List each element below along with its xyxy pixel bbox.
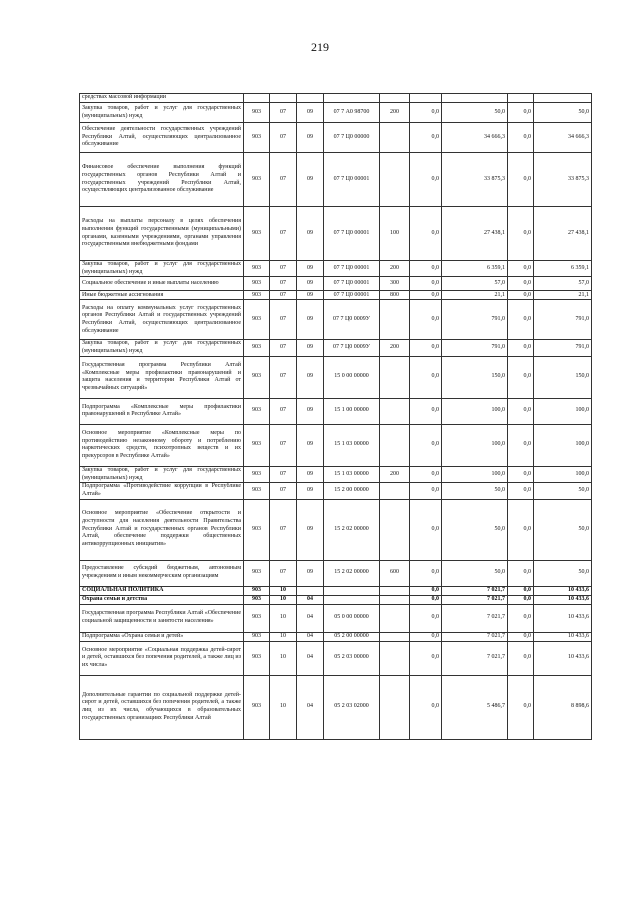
value-amount-1: 7 021,7 (442, 632, 508, 641)
section-code: 07 (270, 499, 297, 560)
value-amount-1: 50,0 (442, 560, 508, 586)
ministry-code: 903 (244, 604, 270, 632)
section-code (270, 94, 297, 103)
value-change-2: 0,0 (508, 207, 534, 261)
budget-table (79, 93, 592, 740)
ministry-code: 903 (244, 586, 270, 595)
value-amount-1: 6 359,1 (442, 261, 508, 277)
subsection-code: 09 (297, 499, 324, 560)
subsection-code: 09 (297, 207, 324, 261)
value-amount-2: 50,0 (534, 103, 592, 123)
value-change-1: 0,0 (410, 103, 442, 123)
expense-type (380, 424, 410, 466)
value-amount-2: 100,0 (534, 398, 592, 424)
value-amount-1: 57,0 (442, 277, 508, 291)
expense-type (380, 586, 410, 595)
value-change-2: 0,0 (508, 595, 534, 604)
expense-type (380, 632, 410, 641)
value-change-2: 0,0 (508, 123, 534, 153)
value-amount-2 (534, 94, 592, 103)
table-row (80, 398, 592, 424)
value-amount-1: 100,0 (442, 466, 508, 482)
value-change-2: 0,0 (508, 261, 534, 277)
value-amount-1: 50,0 (442, 483, 508, 499)
section-code: 07 (270, 424, 297, 466)
row-name: Подпрограмма «Охрана семьи и детей» (80, 632, 244, 641)
section-code: 10 (270, 586, 297, 595)
value-change-1: 0,0 (410, 207, 442, 261)
expense-type: 200 (380, 261, 410, 277)
value-amount-2: 10 433,6 (534, 632, 592, 641)
value-amount-1: 34 666,3 (442, 123, 508, 153)
target-article: 05 2 00 00000 (324, 632, 380, 641)
value-amount-1 (442, 94, 508, 103)
value-amount-1: 50,0 (442, 103, 508, 123)
value-amount-2: 50,0 (534, 560, 592, 586)
ministry-code: 903 (244, 153, 270, 207)
target-article: 15 2 02 00000 (324, 560, 380, 586)
subsection-code: 09 (297, 277, 324, 291)
target-article: 05 2 03 02000 (324, 675, 380, 739)
ministry-code (244, 94, 270, 103)
table-row (80, 466, 592, 482)
value-amount-1: 150,0 (442, 356, 508, 398)
target-article: 07 7 Ц0 00001 (324, 261, 380, 277)
expense-type: 800 (380, 291, 410, 300)
expense-type: 300 (380, 277, 410, 291)
table-row (80, 632, 592, 641)
row-name: СОЦИАЛЬНАЯ ПОЛИТИКА (80, 586, 244, 595)
value-change-1: 0,0 (410, 356, 442, 398)
subsection-code: 09 (297, 261, 324, 277)
table-row (80, 94, 592, 103)
ministry-code: 903 (244, 300, 270, 340)
ministry-code: 903 (244, 123, 270, 153)
section-code: 07 (270, 123, 297, 153)
value-change-1: 0,0 (410, 277, 442, 291)
value-amount-2: 10 433,6 (534, 586, 592, 595)
table-row (80, 153, 592, 207)
value-amount-2: 34 666,3 (534, 123, 592, 153)
subsection-code: 09 (297, 356, 324, 398)
section-code: 07 (270, 356, 297, 398)
row-name: Государственная программа Республики Алтай «Комплексные меры профилактики правонарушений и защита населения и территории Республики Алтай от чрезвычайных ситуаций» (80, 356, 244, 398)
ministry-code: 903 (244, 261, 270, 277)
section-code: 10 (270, 595, 297, 604)
value-change-2 (508, 94, 534, 103)
ministry-code: 903 (244, 675, 270, 739)
value-amount-1: 100,0 (442, 398, 508, 424)
ministry-code: 903 (244, 466, 270, 482)
value-amount-1: 50,0 (442, 499, 508, 560)
value-change-2: 0,0 (508, 424, 534, 466)
target-article: 07 7 А0 98700 (324, 103, 380, 123)
subsection-code: 09 (297, 483, 324, 499)
subsection-code: 04 (297, 675, 324, 739)
value-amount-1: 33 875,3 (442, 153, 508, 207)
ministry-code: 903 (244, 398, 270, 424)
table-row (80, 123, 592, 153)
ministry-code: 903 (244, 424, 270, 466)
ministry-code: 903 (244, 595, 270, 604)
expense-type (380, 153, 410, 207)
table-row (80, 595, 592, 604)
ministry-code: 903 (244, 356, 270, 398)
subsection-code: 09 (297, 291, 324, 300)
page-number: 219 (311, 40, 329, 54)
value-amount-1: 7 021,7 (442, 604, 508, 632)
subsection-code: 04 (297, 641, 324, 675)
value-amount-2: 50,0 (534, 499, 592, 560)
value-change-1: 0,0 (410, 466, 442, 482)
expense-type (380, 356, 410, 398)
subsection-code: 09 (297, 466, 324, 482)
value-change-2: 0,0 (508, 499, 534, 560)
row-name: Основное мероприятие «Социальная поддержка детей-сирот и детей, оставшихся без попечения родителей, а также лиц из их числа» (80, 641, 244, 675)
row-name: Расходы на оплату коммунальных услуг государственных органов Республики Алтай и государственных учреждений Республики Алтай, осуществляющих централизованное обслуживание (80, 300, 244, 340)
subsection-code: 09 (297, 398, 324, 424)
section-code: 07 (270, 398, 297, 424)
section-code: 10 (270, 641, 297, 675)
value-amount-2: 10 433,6 (534, 641, 592, 675)
target-article: 15 0 00 00000 (324, 356, 380, 398)
section-code: 07 (270, 300, 297, 340)
table-row (80, 277, 592, 291)
value-amount-2: 8 898,6 (534, 675, 592, 739)
row-name: Государственная программа Республики Алтай «Обеспечение социальной защищенности и занятости населения» (80, 604, 244, 632)
section-code: 07 (270, 207, 297, 261)
expense-type: 200 (380, 466, 410, 482)
value-amount-1: 27 438,1 (442, 207, 508, 261)
target-article: 15 2 00 00000 (324, 483, 380, 499)
value-amount-1: 7 021,7 (442, 595, 508, 604)
expense-type (380, 398, 410, 424)
value-amount-2: 50,0 (534, 483, 592, 499)
expense-type (380, 595, 410, 604)
target-article: 07 7 Ц0 0009У (324, 300, 380, 340)
value-change-2: 0,0 (508, 632, 534, 641)
expense-type (380, 604, 410, 632)
value-change-2: 0,0 (508, 277, 534, 291)
subsection-code: 09 (297, 153, 324, 207)
table-row (80, 300, 592, 340)
section-code: 10 (270, 632, 297, 641)
ministry-code: 903 (244, 560, 270, 586)
table-row (80, 560, 592, 586)
value-change-1: 0,0 (410, 641, 442, 675)
ministry-code: 903 (244, 483, 270, 499)
ministry-code: 903 (244, 499, 270, 560)
target-article: 05 2 03 00000 (324, 641, 380, 675)
table-row (80, 499, 592, 560)
value-amount-2: 6 359,1 (534, 261, 592, 277)
value-amount-1: 7 021,7 (442, 586, 508, 595)
subsection-code: 09 (297, 560, 324, 586)
value-change-2: 0,0 (508, 291, 534, 300)
section-code: 07 (270, 483, 297, 499)
table-row (80, 103, 592, 123)
section-code: 10 (270, 675, 297, 739)
value-change-1: 0,0 (410, 261, 442, 277)
row-name: Финансовое обеспечение выполнения функций государственных органов Республики Алтай и государственных учреждений Республики Алтай, осуществляющих централизованное обслуживание (80, 153, 244, 207)
expense-type (380, 483, 410, 499)
value-amount-2: 21,1 (534, 291, 592, 300)
ministry-code: 903 (244, 291, 270, 300)
value-change-1: 0,0 (410, 424, 442, 466)
value-change-1: 0,0 (410, 291, 442, 300)
value-change-2: 0,0 (508, 483, 534, 499)
value-amount-1: 7 021,7 (442, 641, 508, 675)
value-amount-1: 791,0 (442, 340, 508, 356)
subsection-code: 04 (297, 595, 324, 604)
value-amount-2: 27 438,1 (534, 207, 592, 261)
row-name: Закупка товаров, работ и услуг для государственных (муниципальных) нужд (80, 466, 244, 482)
value-amount-1: 791,0 (442, 300, 508, 340)
table-row (80, 675, 592, 739)
ministry-code: 903 (244, 207, 270, 261)
value-amount-2: 791,0 (534, 300, 592, 340)
section-code: 10 (270, 604, 297, 632)
subsection-code: 09 (297, 340, 324, 356)
value-change-2: 0,0 (508, 641, 534, 675)
ministry-code: 903 (244, 632, 270, 641)
row-name: Закупка товаров, работ и услуг для государственных (муниципальных) нужд (80, 261, 244, 277)
table-row (80, 604, 592, 632)
target-article (324, 586, 380, 595)
value-change-2: 0,0 (508, 466, 534, 482)
table-row (80, 291, 592, 300)
value-amount-2: 100,0 (534, 466, 592, 482)
row-name: Обеспечение деятельности государственных учреждений Республики Алтай, осуществляющих централизованное обслуживание (80, 123, 244, 153)
section-code: 07 (270, 153, 297, 207)
target-article: 15 1 03 00000 (324, 424, 380, 466)
value-amount-1: 21,1 (442, 291, 508, 300)
section-code: 07 (270, 466, 297, 482)
value-amount-2: 100,0 (534, 424, 592, 466)
table-row (80, 356, 592, 398)
table-row (80, 641, 592, 675)
value-change-2: 0,0 (508, 586, 534, 595)
value-amount-2: 57,0 (534, 277, 592, 291)
subsection-code: 09 (297, 300, 324, 340)
value-amount-2: 791,0 (534, 340, 592, 356)
value-change-1: 0,0 (410, 632, 442, 641)
value-change-1: 0,0 (410, 483, 442, 499)
target-article (324, 94, 380, 103)
value-change-1: 0,0 (410, 560, 442, 586)
section-code: 07 (270, 340, 297, 356)
value-change-1: 0,0 (410, 675, 442, 739)
row-name: Дополнительные гарантии по социальной поддержке детей-сирот и детей, оставшихся без попечения родителей, а также лиц из их числа, обучающихся в образовательных государственных организациях Республики Алтай (80, 675, 244, 739)
section-code: 07 (270, 560, 297, 586)
target-article: 07 7 Ц0 00001 (324, 153, 380, 207)
row-name: Подпрограмма «Комплексные меры профилактики правонарушений в Республике Алтай» (80, 398, 244, 424)
target-article: 07 7 Ц0 00001 (324, 277, 380, 291)
subsection-code: 04 (297, 632, 324, 641)
expense-type (380, 123, 410, 153)
row-name: Предоставление субсидий бюджетным, автономным учреждениям и иным некоммерческим организациям (80, 560, 244, 586)
value-change-2: 0,0 (508, 300, 534, 340)
table-row (80, 586, 592, 595)
expense-type (380, 94, 410, 103)
row-name: средствах массовой информации (80, 94, 244, 103)
expense-type (380, 499, 410, 560)
target-article: 05 0 00 00000 (324, 604, 380, 632)
value-amount-1: 100,0 (442, 424, 508, 466)
ministry-code: 903 (244, 641, 270, 675)
value-change-2: 0,0 (508, 103, 534, 123)
target-article: 15 1 00 00000 (324, 398, 380, 424)
value-amount-2: 150,0 (534, 356, 592, 398)
value-amount-1: 5 486,7 (442, 675, 508, 739)
section-code: 07 (270, 277, 297, 291)
section-code: 07 (270, 103, 297, 123)
value-change-2: 0,0 (508, 153, 534, 207)
expense-type (380, 675, 410, 739)
value-change-1: 0,0 (410, 123, 442, 153)
expense-type (380, 300, 410, 340)
target-article: 07 7 Ц0 00001 (324, 291, 380, 300)
table-row (80, 261, 592, 277)
value-change-2: 0,0 (508, 398, 534, 424)
row-name: Закупка товаров, работ и услуг для государственных (муниципальных) нужд (80, 103, 244, 123)
value-amount-2: 33 875,3 (534, 153, 592, 207)
value-change-1: 0,0 (410, 300, 442, 340)
value-change-2: 0,0 (508, 675, 534, 739)
value-change-2: 0,0 (508, 340, 534, 356)
row-name: Основное мероприятие «Обеспечение открытости и доступности для населения деятельности Правительства Республики Алтай и государственных органов Республики Алтай, обеспечение поддержки общественных антикоррупционных инициатив» (80, 499, 244, 560)
expense-type: 200 (380, 340, 410, 356)
table-row (80, 207, 592, 261)
value-amount-2: 10 433,6 (534, 604, 592, 632)
value-amount-2: 10 433,6 (534, 595, 592, 604)
subsection-code: 09 (297, 123, 324, 153)
ministry-code: 903 (244, 103, 270, 123)
subsection-code: 04 (297, 604, 324, 632)
target-article: 15 2 02 00000 (324, 499, 380, 560)
expense-type (380, 641, 410, 675)
section-code: 07 (270, 291, 297, 300)
row-name: Расходы на выплаты персоналу в целях обеспечения выполнения функций государственными (муниципальными) органами, казенными учреждениями, органами управления государственными внебюджетными фондами (80, 207, 244, 261)
subsection-code: 09 (297, 424, 324, 466)
subsection-code: 09 (297, 103, 324, 123)
table-body (80, 94, 592, 740)
subsection-code (297, 586, 324, 595)
row-name: Охрана семьи и детства (80, 595, 244, 604)
row-name: Подпрограмма «Противодействие коррупции в Республике Алтай» (80, 483, 244, 499)
row-name: Социальное обеспечение и иные выплаты населению (80, 277, 244, 291)
value-change-1: 0,0 (410, 586, 442, 595)
target-article: 15 1 03 00000 (324, 466, 380, 482)
table-row (80, 483, 592, 499)
value-change-1: 0,0 (410, 604, 442, 632)
value-change-2: 0,0 (508, 356, 534, 398)
value-change-1: 0,0 (410, 595, 442, 604)
row-name: Закупка товаров, работ и услуг для государственных (муниципальных) нужд (80, 340, 244, 356)
expense-type: 100 (380, 207, 410, 261)
target-article (324, 595, 380, 604)
expense-type: 200 (380, 103, 410, 123)
value-change-1: 0,0 (410, 398, 442, 424)
value-change-1: 0,0 (410, 499, 442, 560)
value-change-2: 0,0 (508, 604, 534, 632)
row-name: Иные бюджетные ассигнования (80, 291, 244, 300)
value-change-1: 0,0 (410, 153, 442, 207)
ministry-code: 903 (244, 277, 270, 291)
target-article: 07 7 Ц0 00001 (324, 207, 380, 261)
ministry-code: 903 (244, 340, 270, 356)
value-change-1 (410, 94, 442, 103)
section-code: 07 (270, 261, 297, 277)
target-article: 07 7 Ц0 00000 (324, 123, 380, 153)
subsection-code (297, 94, 324, 103)
target-article: 07 7 Ц0 0009У (324, 340, 380, 356)
row-name: Основное мероприятие «Комплексные меры по противодействию незаконному обороту и потреблению наркотических средств, психотропных веществ и их прекурсоров в Республике Алтай» (80, 424, 244, 466)
table-row (80, 424, 592, 466)
value-change-2: 0,0 (508, 560, 534, 586)
expense-type: 600 (380, 560, 410, 586)
table-row (80, 340, 592, 356)
value-change-1: 0,0 (410, 340, 442, 356)
